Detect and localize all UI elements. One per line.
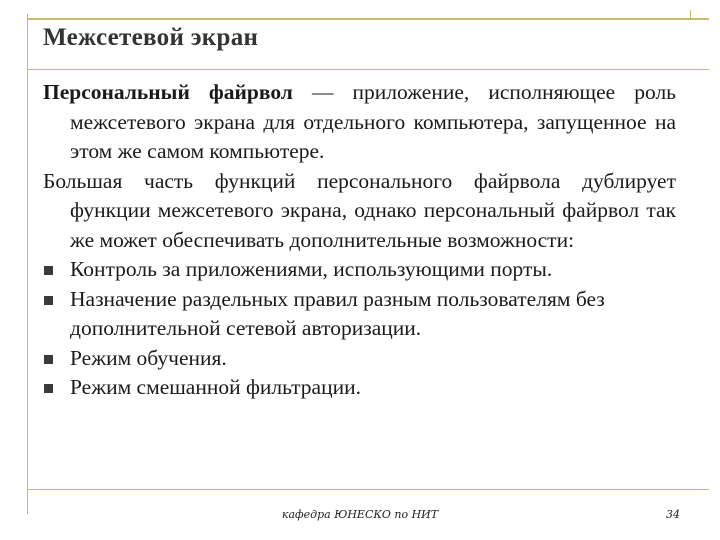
square-bullet-icon: [44, 266, 53, 275]
left-border-line: [27, 14, 28, 514]
top-rule-tick: [690, 10, 691, 20]
features-paragraph: Большая часть функций персонального файрвола дублирует функции межсетевого экрана, однако персональный файрвол так же может обеспечивать дополнительные возможности:: [43, 168, 676, 252]
intro-term: Персональный файрвол: [43, 80, 293, 104]
square-bullet-icon: [44, 355, 53, 364]
top-rule: [27, 18, 709, 20]
list-item-text: Режим обучения.: [70, 345, 227, 370]
intro-text: — приложение, исполняющее роль межсетевого экрана для отдельного компьютера, запущенное на этом же самом компьютере.: [70, 80, 676, 163]
slide-body: [43, 78, 676, 403]
list-item-text: Назначение раздельных правил разным пользователям без дополнительной сетевой авторизации.: [70, 286, 605, 340]
list-item: [43, 344, 676, 374]
feature-list: [43, 255, 676, 403]
footer-text: кафедра ЮНЕСКО по НИТ: [281, 508, 439, 521]
list-item-text: Режим смешанной фильтрации.: [70, 375, 361, 399]
list-item: [43, 373, 676, 403]
page-number: 34: [666, 508, 680, 521]
square-bullet-icon: [44, 384, 53, 393]
list-item: [43, 285, 676, 344]
slide-title: Межсетевой экран: [43, 24, 259, 51]
list-item-text: Контроль за приложениями, использующими порты.: [70, 257, 553, 281]
square-bullet-icon: [44, 296, 53, 305]
footer-rule: [27, 489, 709, 490]
intro-paragraph: [43, 78, 676, 167]
title-underline: [27, 69, 709, 70]
list-item: [43, 255, 676, 285]
